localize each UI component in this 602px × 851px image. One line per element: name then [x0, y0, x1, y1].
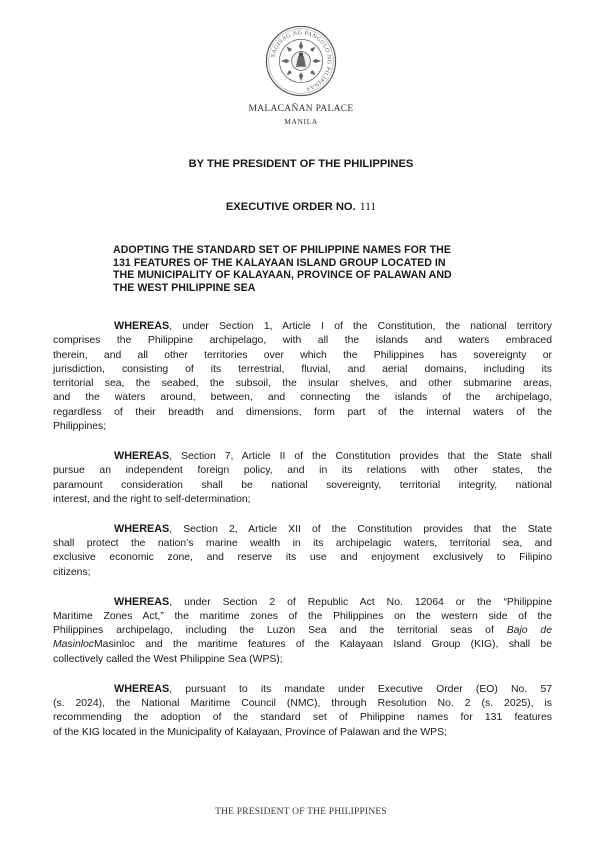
- presidential-seal: [265, 25, 337, 97]
- clause-line: collectively called the West Philippine Sea (WPS);: [53, 653, 283, 665]
- clause-line: WHEREAS, Section 7, Article II of the Constitution provides that the State shall: [114, 449, 552, 462]
- whereas-keyword: WHEREAS: [114, 449, 170, 462]
- order-title: [113, 244, 513, 295]
- clause-line: paramount consideration shall be national sovereignty, territorial integrity, national: [53, 479, 552, 491]
- clause-line: (s. 2024), the National Maritime Council (NMC), through Resolution No. 2 (s. 2025), is: [53, 697, 552, 709]
- issuing-authority: BY THE PRESIDENT OF THE PHILIPPINES: [188, 158, 414, 170]
- clause-line: therein, and all other territories over which the Philippines has sovereignty or: [53, 349, 552, 361]
- whereas-keyword: WHEREAS: [114, 682, 170, 695]
- eo-number: 111: [359, 201, 377, 213]
- clause-line: regardless of their breadth and dimensions, form part of the internal waters of the: [53, 406, 552, 418]
- executive-order-heading: [0, 201, 602, 213]
- clause-line: jurisdiction, consisting of its terrestrial, fluvial, and aerial domains, including its: [53, 363, 552, 375]
- clause-line: Philippines archipelago, including the Luzon Sea and the territorial seas of Bajo de: [53, 625, 552, 637]
- whereas-keyword: WHEREAS: [114, 595, 170, 608]
- title-line: THE WEST PHILIPPINE SEA: [113, 282, 256, 295]
- italic-place-name: Bajo de: [506, 625, 552, 637]
- whereas-clause-3: [53, 522, 552, 580]
- clause-line: MasinlocMasinloc and the maritime features of the Kalayaan Island Group (KIG), shall be: [53, 639, 552, 651]
- whereas-clause-2: [53, 449, 552, 507]
- clause-line: pursue an independent foreign policy, and in its relations with other states, the: [53, 465, 552, 477]
- whereas-keyword: WHEREAS: [114, 522, 170, 535]
- title-line: THE MUNICIPALITY OF KALAYAAN, PROVINCE OF PALAWAN AND: [113, 269, 452, 282]
- clause-line: interest, and the right to self-determination;: [53, 493, 251, 505]
- clause-line: exclusive economic zone, and reserve its use and enjoyment exclusively to Filipino: [53, 552, 552, 564]
- clause-line: WHEREAS, pursuant to its mandate under Executive Order (EO) No. 57: [114, 682, 552, 695]
- palace-name: MALACAÑAN PALACE: [248, 104, 354, 114]
- italic-place-name: Masinloc: [53, 639, 94, 651]
- clause-line: territorial sea, the seabed, the subsoil, the insular shelves, and other submarine areas,: [53, 378, 552, 390]
- clause-line: WHEREAS, under Section 1, Article I of the Constitution, the national territory: [114, 320, 552, 332]
- title-line: 131 FEATURES OF THE KALAYAAN ISLAND GROUP LOCATED IN: [113, 256, 446, 269]
- clause-line: comprises the Philippine archipelago, with all the islands and waters embraced: [53, 335, 552, 347]
- whereas-keyword: WHEREAS: [114, 320, 170, 332]
- whereas-clause-4: [53, 595, 552, 667]
- clause-line: WHEREAS, under Section 2 of Republic Act No. 12064 or the “Philippine: [114, 595, 552, 608]
- whereas-clause-1: [53, 319, 552, 434]
- clause-line: Maritime Zones Act,” the maritime zones of the Philippines on the western side of the: [53, 610, 552, 622]
- clause-line: shall protect the nation’s marine wealth in its archipelagic waters, territorial sea, and: [53, 538, 552, 550]
- clause-line: recommending the adoption of the standard set of Philippine names for 131 features: [53, 712, 552, 724]
- whereas-clause-5: [53, 682, 552, 740]
- svg-text:SAGISAG NG PANGULO NG PILIPINA: SAGISAG NG PANGULO NG PILIPINAS: [270, 30, 332, 92]
- order-body: [53, 319, 552, 754]
- clause-line: Philippines;: [53, 421, 107, 433]
- clause-line: citizens;: [53, 566, 91, 578]
- eo-prefix: EXECUTIVE ORDER NO.: [225, 201, 356, 213]
- clause-line: WHEREAS, Section 2, Article XII of the Constitution provides that the State: [114, 522, 552, 535]
- page-footer: THE PRESIDENT OF THE PHILIPPINES: [215, 807, 387, 817]
- clause-line: and the waters around, between, and connecting the islands of the archipelago,: [53, 392, 552, 404]
- clause-line: of the KIG located in the Municipality of Kalayaan, Province of Palawan and the WPS;: [53, 726, 447, 738]
- title-line: ADOPTING THE STANDARD SET OF PHILIPPINE NAMES FOR THE: [113, 244, 451, 256]
- palace-city: MANILA: [284, 117, 318, 126]
